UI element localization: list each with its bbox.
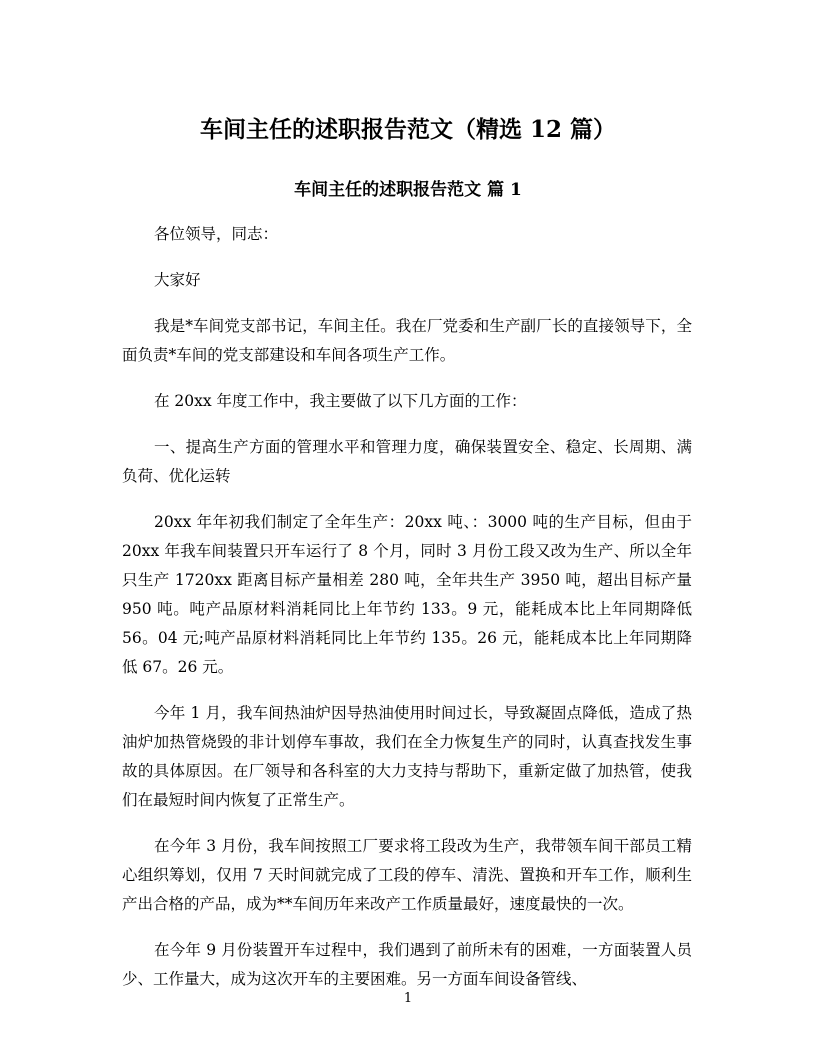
section-title: 车间主任的述职报告范文 篇 1 — [294, 180, 522, 200]
paragraph-salutation: 各位领导，同志： — [154, 225, 279, 243]
paragraph-january-incident: 今年 1 月，我车间热油炉因导热油使用时间过长，导致凝固点降低，造成了热油炉加热管烧毁的非计划停车事故，我们在全力恢复生产的同时，认真查找发生事故的具体原因。在厂领导和各科室的大力支持与帮助下，重新定做了加热管，使我们在最短时间内恢复了正常生产。 — [122, 704, 692, 809]
paragraph-heading-one: 一、提高生产方面的管理水平和管理力度，确保装置安全、稳定、长周期、满负荷、优化运转 — [122, 438, 692, 485]
document-body — [122, 220, 692, 1011]
paragraph-introduction: 我是*车间党支部书记，车间主任。我在厂党委和生产副厂长的直接领导下，全面负责*车间的党支部建设和车间各项生产工作。 — [122, 317, 692, 364]
paragraph-production-targets: 20xx 年年初我们制定了全年生产：20xx 吨、：3000 吨的生产目标，但由于 20xx 年我车间装置只开车运行了 8 个月，同时 3 月份工段又改为生产、所以全年只生产 1720xx 距离目标产量相差 280 吨，全年共生产 3950 吨，超出目标产量 950 吨。吨产品原材料消耗同比上年节约 133。9 元，能耗成本比上年同期降低 56。04 元;吨产品原材料消耗同比上年节约 135。26 元，能耗成本比上年同期降低 67。26 元。 — [122, 513, 692, 676]
paragraph-greeting: 大家好 — [154, 271, 201, 289]
paragraph-september-startup: 在今年 9 月份装置开车过程中，我们遇到了前所未有的困难，一方面装置人员少、工作量大，成为这次开车的主要困难。另一方面车间设备管线、 — [122, 941, 692, 988]
paragraph-work-overview: 在 20xx 年度工作中，我主要做了以下几方面的工作： — [154, 392, 527, 410]
page-number: 1 — [403, 991, 413, 1006]
paragraph-march-changeover: 在今年 3 月份，我车间按照工厂要求将工段改为生产，我带领车间干部员工精心组织筹划，仅用 7 天时间就完成了工段的停车、清洗、置换和开车工作，顺利生产出合格的产品，成为**车间历年来改产工作质量最好，速度最快的一次。 — [122, 837, 692, 913]
document-title: 车间主任的述职报告范文（精选 12 篇） — [199, 116, 617, 143]
